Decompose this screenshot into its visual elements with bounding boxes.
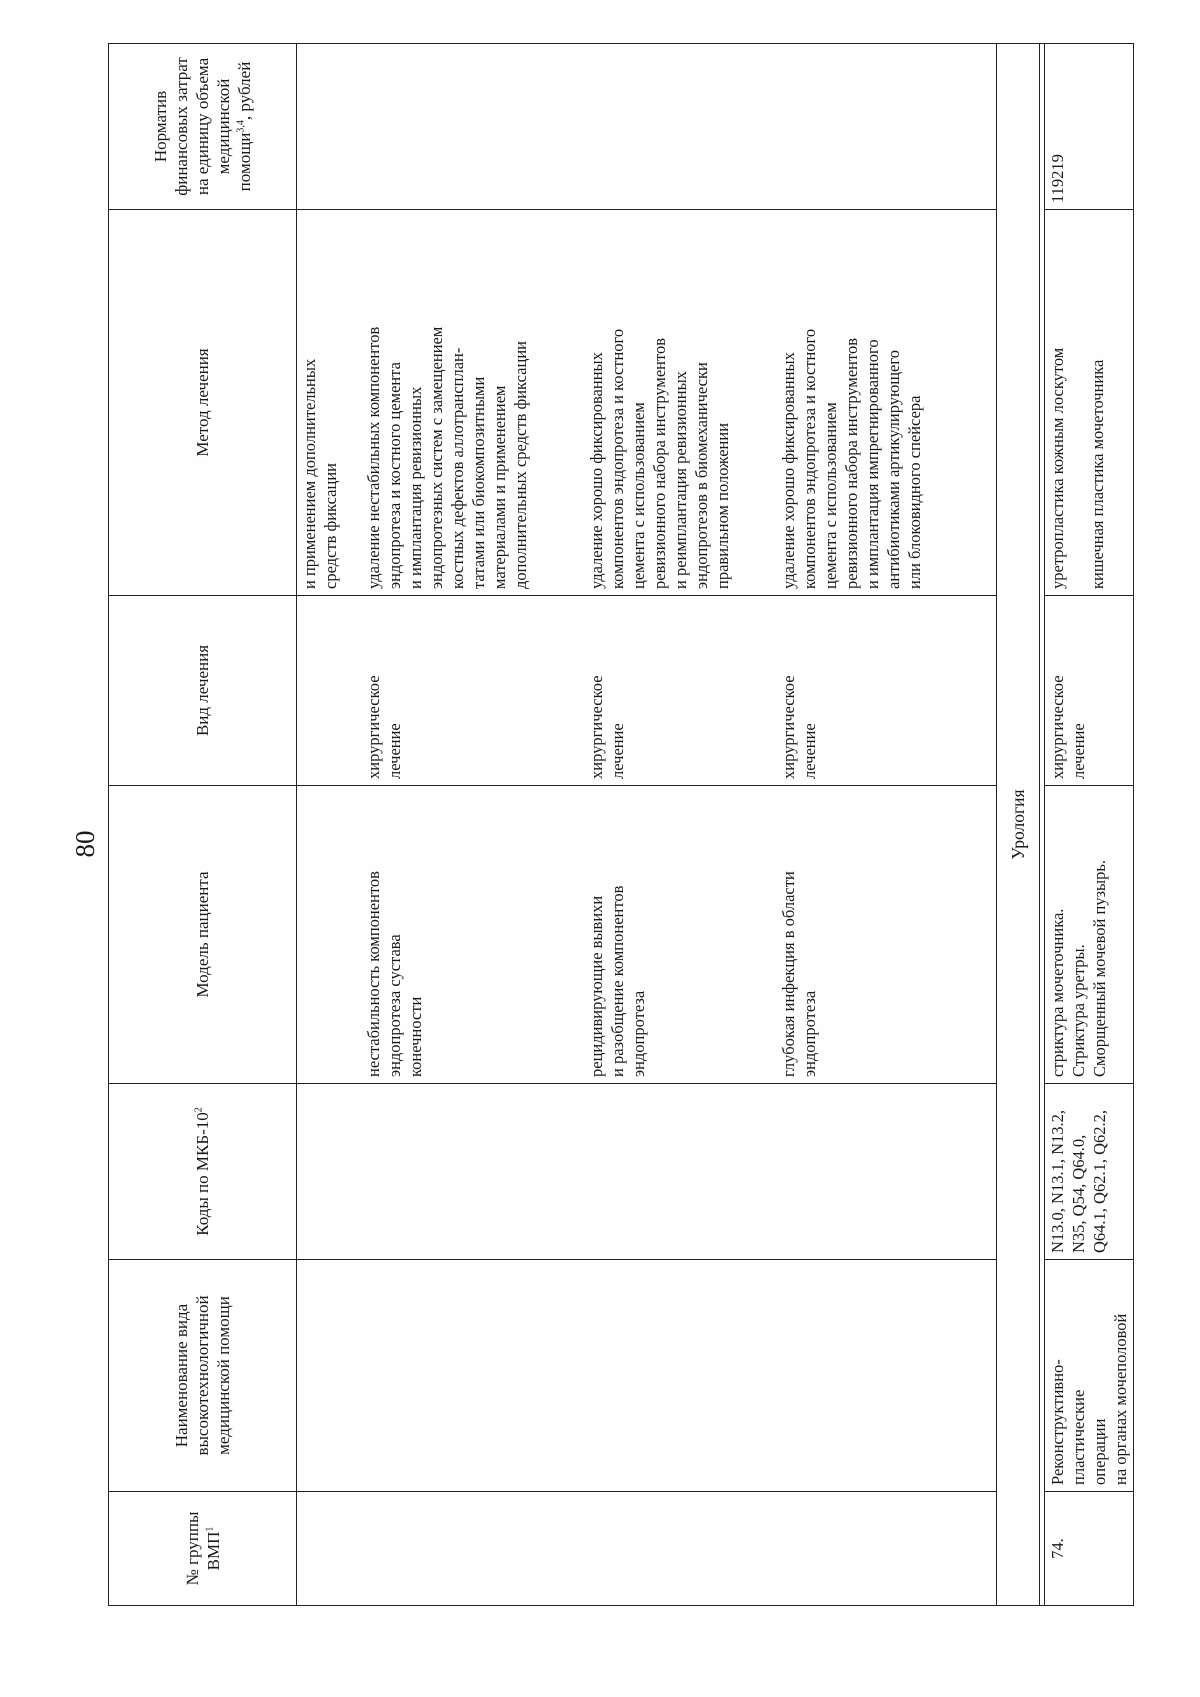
treatment-method: удаление хорошо фиксированных компонентов эндопротеза и костного цемента с использованием ревизионного набора инструментов и имплантация импрегнированного антибиотиками артикулирующего или блоковидного спейсера [779, 328, 924, 589]
treatment-method: удаление нестабильных компонентов эндопротеза и костного цемента и имплантация ревизионных эндопротезных систем с замещением костных дефектов аллотрансплан- татами или биокомпозитными материалами и применением дополнительных средств фиксации [364, 326, 530, 589]
header-treatment-method: Метод лечения [109, 210, 297, 596]
treatment-method: удаление хорошо фиксированных компонентов эндопротеза и костного цемента с использованием ревизионного набора инструментов и реимплантация ревизионных эндопротезов в биомеханически правильном положении [587, 328, 732, 589]
page-number: 80 [70, 830, 100, 858]
treatment-method: кишечная пластика мочеточника [1088, 359, 1107, 589]
group-number: 74. [1045, 1492, 1134, 1606]
treatment-type-cell [297, 596, 997, 786]
section-title: Урология [997, 44, 1040, 1606]
cost-norm: 119219 [1045, 44, 1134, 210]
treatment-method-cell [297, 210, 997, 596]
treatment-method: и применением дополнительных средств фиксации [300, 358, 340, 589]
section-row [997, 44, 1040, 1606]
vmp-table [108, 43, 1134, 1606]
table-row [1045, 44, 1134, 1606]
header-vmp-name: Наименование вида высокотехнологичной медицинской помощи [109, 1260, 297, 1492]
patient-model: рецидивирующие вывихи и разобщение компонентов эндопротеза [587, 885, 648, 1077]
treatment-type: хирургическое лечение [1045, 596, 1134, 786]
treatment-type: хирургическое лечение [587, 675, 627, 779]
vmp-name: Реконструктивно-пластические операции на органах мочеполовой [1045, 1260, 1134, 1492]
header-group-number: № группы ВМП$^1$ [109, 1492, 297, 1606]
header-icd-codes: Коды по МКБ-$10^2$ [109, 1084, 297, 1260]
header-cost-norm: Норматив финансовых затрат на единицу объема медицинской помощи$^{3,4}$, рублей [109, 44, 297, 210]
treatment-method: уретропластика кожным лоскутом [1048, 347, 1067, 589]
table-row [297, 44, 997, 1606]
icd-codes: N13.0, N13.1, N13.2, N35, Q54, Q64.0, Q64.1, Q62.1, Q62.2, [1045, 1084, 1134, 1260]
patient-model-cell [297, 786, 997, 1084]
header-patient-model: Модель пациента [109, 786, 297, 1084]
patient-model: стриктура мочеточника. Стриктура уретры. Сморщенный мочевой пузырь. [1045, 786, 1134, 1084]
treatment-method-cell [1045, 210, 1134, 596]
table-header [109, 44, 297, 1606]
header-treatment-type: Вид лечения [109, 596, 297, 786]
treatment-type: хирургическое лечение [364, 675, 404, 779]
patient-model: глубокая инфекция в области эндопротеза [779, 871, 819, 1077]
patient-model: нестабильность компонентов эндопротеза сустава конечности [364, 871, 425, 1077]
treatment-type: хирургическое лечение [779, 675, 819, 779]
